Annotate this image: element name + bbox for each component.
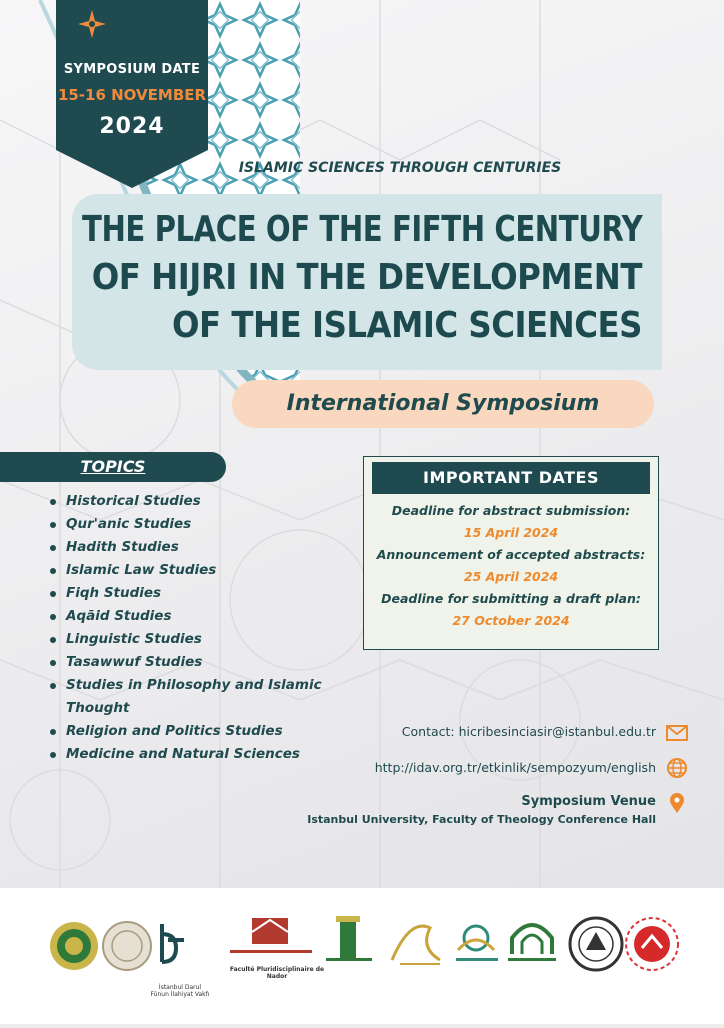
event-type-pill: International Symposium (232, 380, 654, 428)
nador-faculty-logo-icon (230, 918, 312, 953)
date-label: Announcement of accepted abstracts: (376, 547, 646, 562)
usul-addin-faculty-logo-icon (326, 916, 372, 961)
series-title: ISLAMIC SCIENCES THROUGH CENTURIES (238, 160, 562, 176)
theology-faculty-seal-icon (103, 922, 151, 970)
website-link[interactable]: http://idav.org.tr/etkinlik/sempozyum/english (374, 760, 656, 775)
date-label: Deadline for submitting a draft plan: (381, 591, 641, 606)
topic-item: Religion and Politics Studies (48, 720, 338, 743)
date-value: 27 October 2024 (452, 613, 570, 628)
main-title-line-3: OF THE ISLAMIC SCIENCES (172, 305, 642, 346)
topics-heading: TOPICS (0, 452, 226, 482)
islamic-studies-center-logo-icon (456, 926, 498, 961)
venue-title: Symposium Venue (521, 794, 656, 809)
main-title-line-2: OF HIJRI IN THE DEVELOPMENT (91, 257, 642, 298)
research-center-arch-logo-icon (508, 925, 556, 961)
banner-label: SYMPOSIUM DATE (63, 62, 201, 77)
date-label: Deadline for abstract submission: (391, 503, 631, 518)
topics-list (48, 490, 338, 766)
topic-item: Islamic Law Studies (48, 559, 338, 582)
globe-icon (666, 757, 688, 779)
darul-funun-foundation-logo-icon (162, 924, 184, 962)
main-title-line-1: THE PLACE OF THE FIFTH CENTURY (81, 209, 642, 250)
topic-item: Hadith Studies (48, 536, 338, 559)
topic-item: Medicine and Natural Sciences (48, 743, 338, 766)
istanbul-university-logo-icon (50, 922, 98, 970)
topic-item: Aqāid Studies (48, 605, 338, 628)
main-title-box (72, 194, 662, 370)
red-star-emblem-logo-icon (626, 918, 678, 970)
venue-place: Istanbul University, Faculty of Theology Conference Hall (307, 813, 656, 826)
nador-faculty-name: Faculté Pluridisciplinaire de Nador (229, 966, 325, 980)
envelope-icon (666, 722, 688, 744)
banner-dates: 15-16 NOVEMBER (57, 86, 207, 104)
topic-item: Linguistic Studies (48, 628, 338, 651)
location-pin-icon (666, 792, 688, 814)
date-value: 15 April 2024 (463, 525, 559, 540)
date-value: 25 April 2024 (463, 569, 559, 584)
important-dates-box (363, 456, 659, 650)
contact-email[interactable]: Contact: hicribesinciasir@istanbul.edu.tr (401, 724, 656, 739)
round-seal-logo-icon (570, 918, 622, 970)
calligraphy-logo-icon (392, 926, 440, 964)
partner-logos-footer (0, 888, 724, 1024)
topic-item: Tasawwuf Studies (48, 651, 338, 674)
banner-year: 2024 (99, 114, 165, 139)
partner-logos (0, 888, 724, 1024)
topic-item: Fiqh Studies (48, 582, 338, 605)
topic-item: Studies in Philosophy and Islamic Thought (48, 674, 338, 720)
topic-item: Historical Studies (48, 490, 338, 513)
important-dates-heading: IMPORTANT DATES (372, 462, 650, 494)
darul-funun-foundation-name: İstanbul Darul Fünun İlahiyat Vakfı (150, 984, 210, 998)
topic-item: Qur'anic Studies (48, 513, 338, 536)
